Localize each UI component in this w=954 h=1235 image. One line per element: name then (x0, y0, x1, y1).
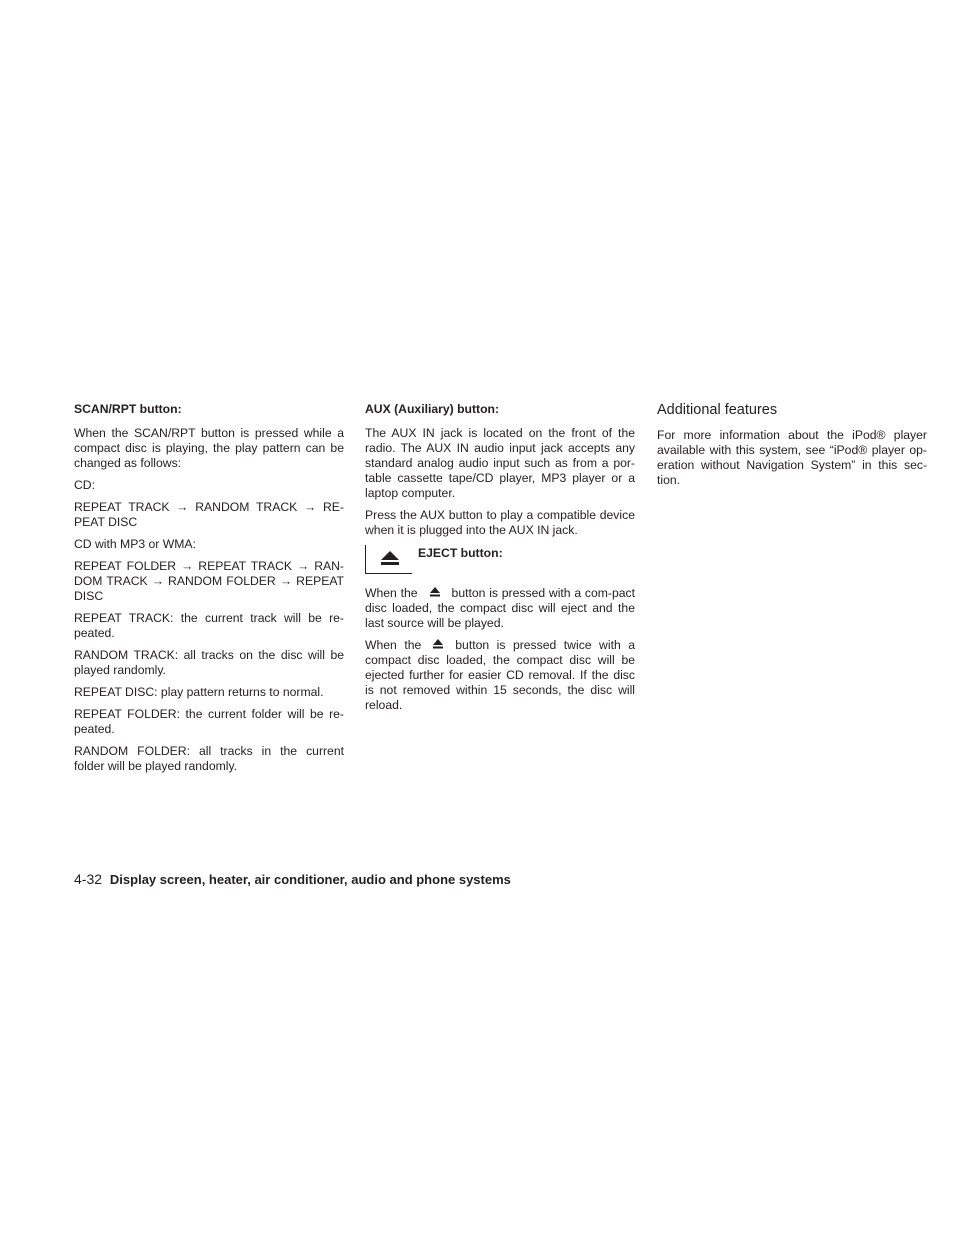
paragraph: REPEAT DISC: play pattern returns to normal. (74, 685, 324, 699)
eject-icon (380, 550, 400, 566)
paragraph: CD with MP3 or WMA: (74, 537, 196, 551)
page-footer (74, 871, 511, 888)
eject-icon (418, 586, 452, 598)
paragraph: REPEAT TRACK: the current track will be re-peated. (74, 611, 344, 640)
eject-paragraph-1: When the button is pressed with a com-pact disc loaded, the compact disc will eject and the last source will be played. (365, 586, 635, 630)
paragraph: When the SCAN/RPT button is pressed while a compact disc is playing, the play pattern can be changed as follows: (74, 426, 344, 470)
paragraph: CD: (74, 478, 95, 492)
eject-heading-block (365, 545, 635, 574)
paragraph: RANDOM FOLDER: all tracks in the current folder will be played randomly. (74, 744, 344, 773)
page-number: 4-32 (74, 871, 103, 887)
paragraph: Press the AUX button to play a compatible device when it is plugged into the AUX IN jack. (365, 508, 635, 537)
paragraph: REPEAT FOLDER → REPEAT TRACK → RAN-DOM TRACK → RANDOM FOLDER → REPEAT DISC (74, 559, 344, 603)
paragraph: REPEAT TRACK → RANDOM TRACK → RE-PEAT DISC (74, 500, 344, 529)
column-right (657, 402, 927, 495)
aux-heading: AUX (Auxiliary) button: (365, 402, 500, 416)
eject-icon-frame (365, 545, 412, 574)
additional-features-title: Additional features (657, 402, 778, 418)
eject-heading: EJECT button: (418, 546, 503, 560)
paragraph: RANDOM TRACK: all tracks on the disc will be played randomly. (74, 648, 344, 677)
eject-icon (421, 638, 455, 650)
chapter-title: Display screen, heater, air conditioner, audio and phone systems (109, 872, 511, 887)
paragraph: For more information about the iPod® player available with this system, see “iPod® player op-eration without Navigation System” in this sec-tion. (657, 428, 927, 487)
eject-paragraph-2: When the button is pressed twice with a compact disc loaded, the compact disc will be ejected further for easier CD removal. If the disc is not removed within 15 seconds, the disc will reload. (365, 638, 635, 712)
column-left (74, 402, 344, 781)
paragraph: The AUX IN jack is located on the front of the radio. The AUX IN audio input jack accepts any standard analog audio input such as from a por-table cassette tape/CD player, MP3 player or a laptop computer. (365, 426, 635, 500)
column-middle (365, 402, 635, 720)
scan-rpt-heading: SCAN/RPT button: (74, 402, 182, 416)
paragraph: REPEAT FOLDER: the current folder will be re-peated. (74, 707, 344, 736)
